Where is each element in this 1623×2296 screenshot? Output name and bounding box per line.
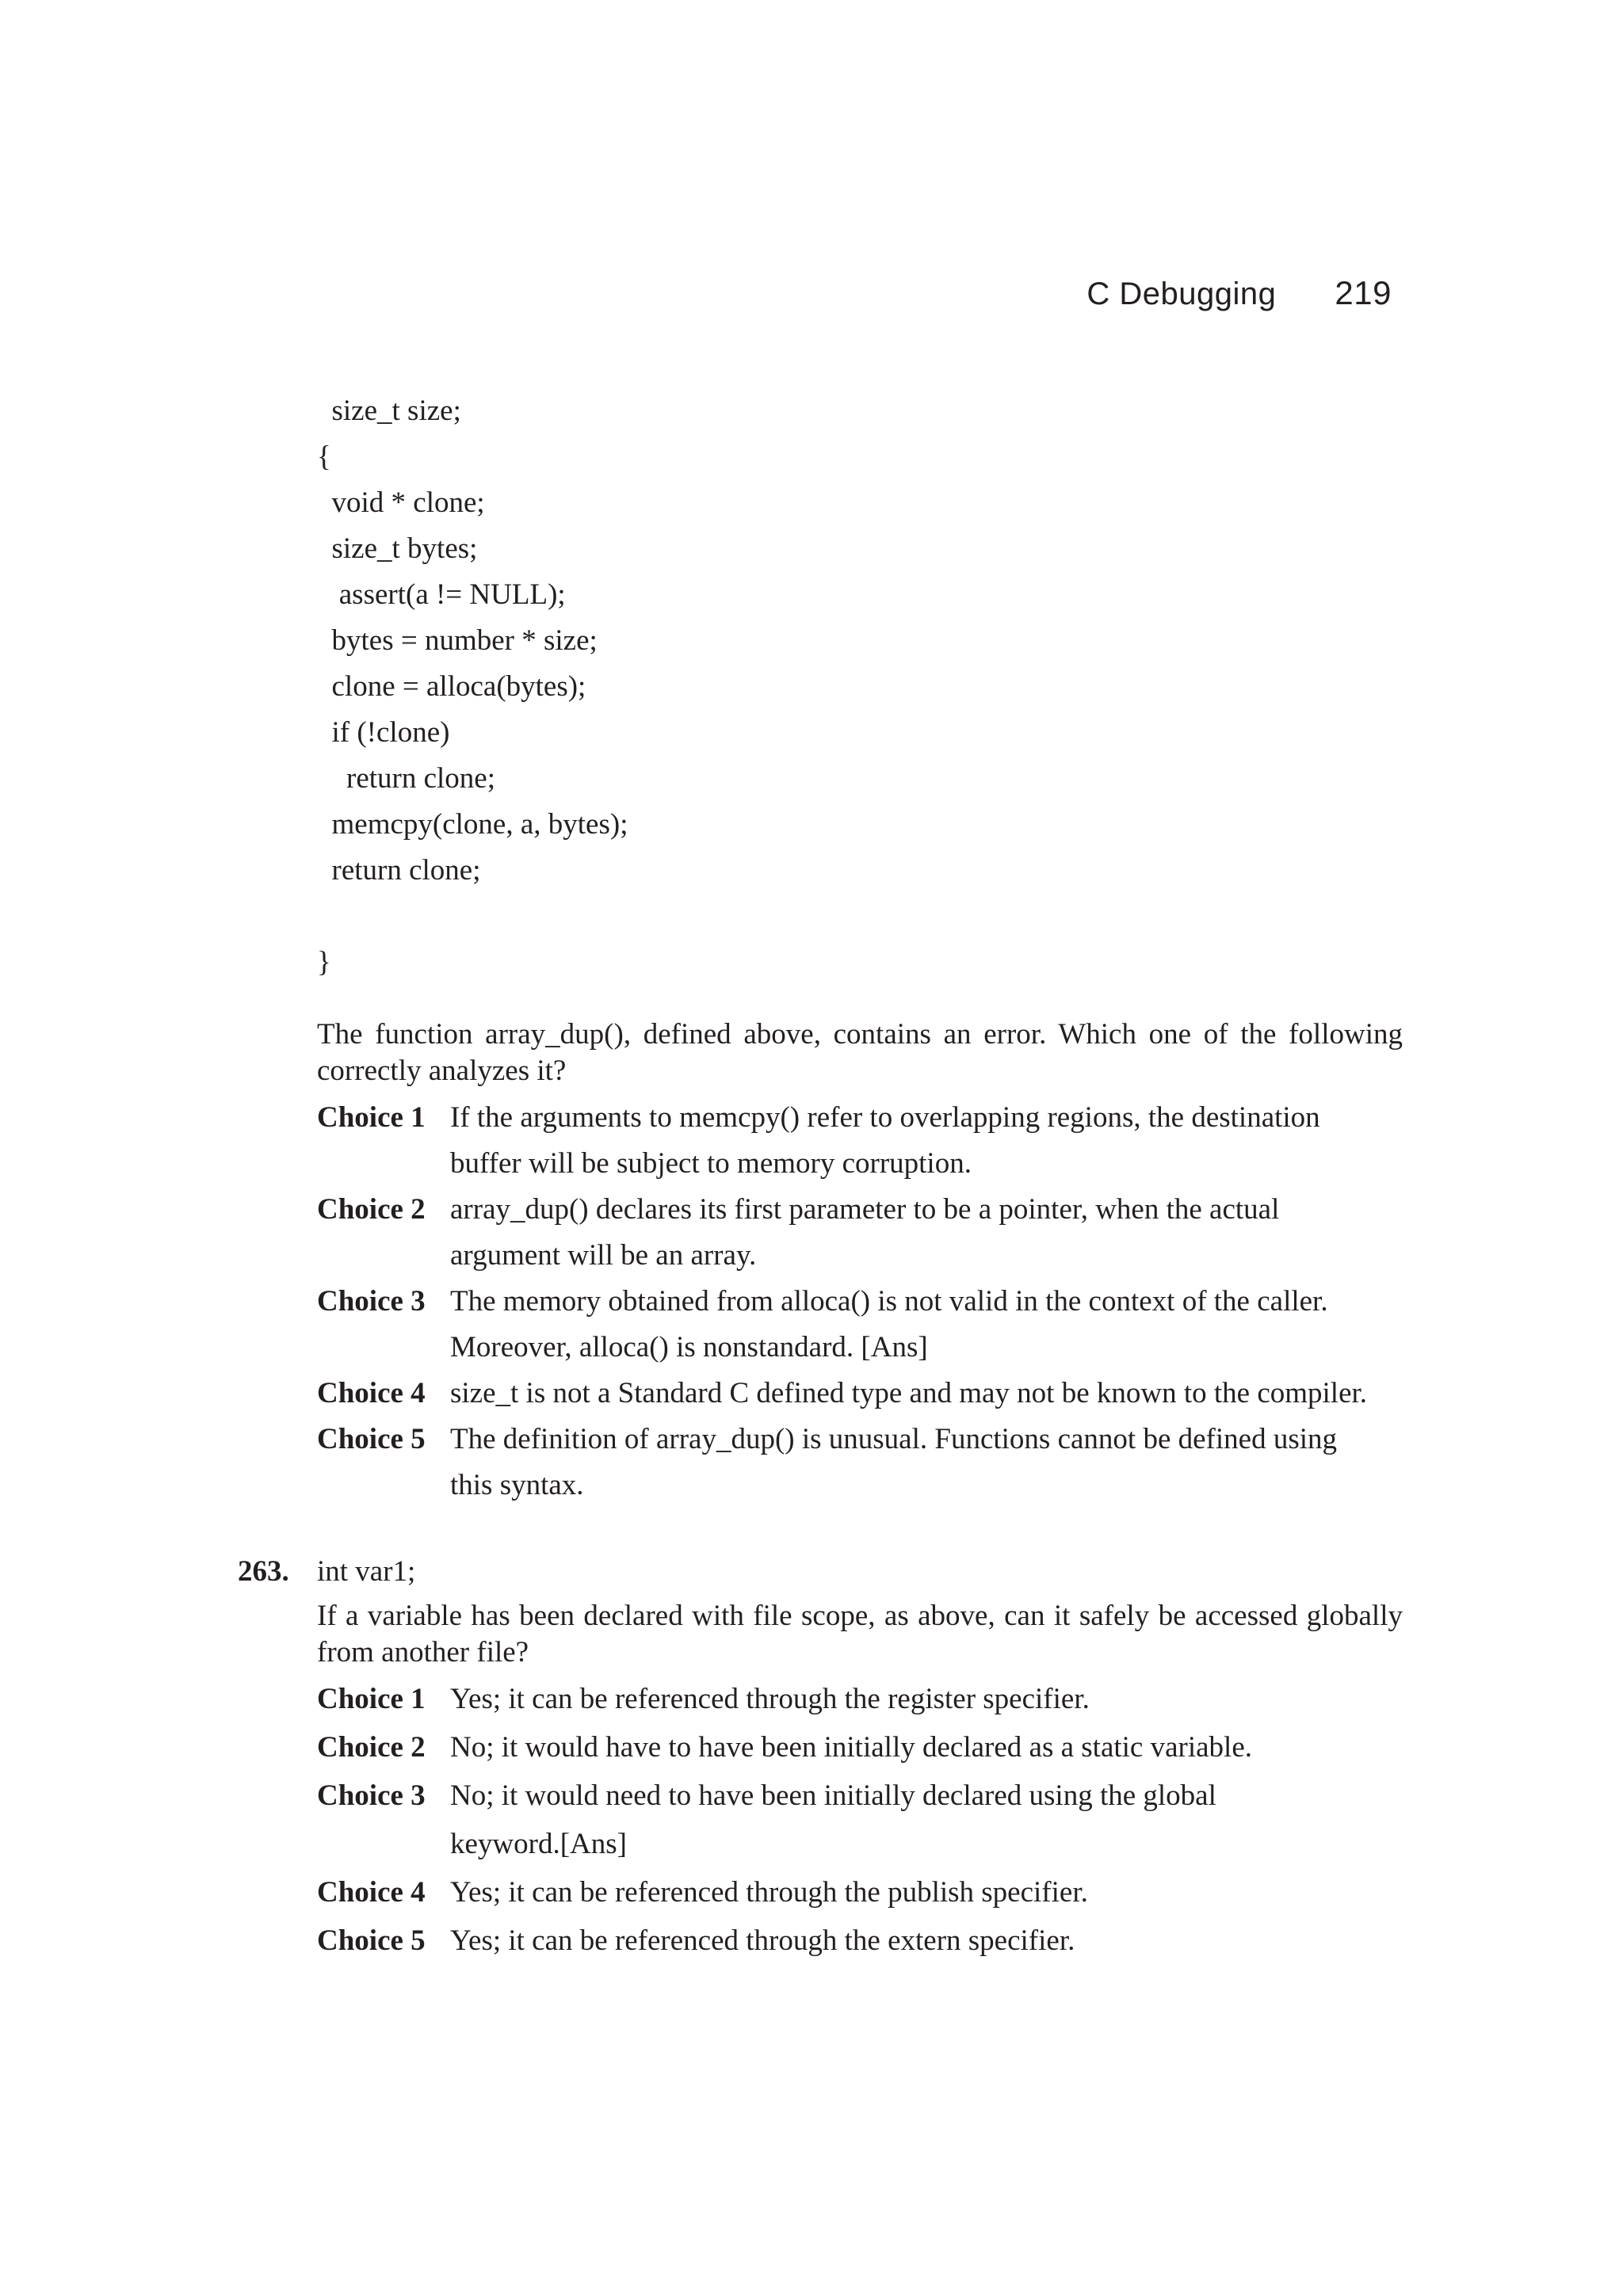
code-line: memcpy(clone, a, bytes);	[317, 808, 628, 841]
choice-item	[317, 1868, 1426, 1917]
choice-text: Yes; it can be referenced through the extern specifier.	[450, 1924, 1075, 1957]
code-line: size_t bytes;	[317, 532, 478, 565]
choice-item	[317, 1279, 1426, 1371]
choice-label: Choice 3	[317, 1779, 426, 1812]
choice-label: Choice 5	[317, 1423, 426, 1455]
code-line: return clone;	[317, 854, 481, 887]
code-line: void * clone;	[317, 486, 485, 519]
chapter-title: C Debugging	[1086, 277, 1277, 311]
choice-label: Choice 4	[317, 1876, 426, 1909]
choice-label: Choice 1	[317, 1683, 426, 1715]
code-line: bytes = number * size;	[317, 624, 598, 657]
choice-item	[317, 1417, 1426, 1508]
choice-text: The definition of array_dup() is unusual. Functions cannot be defined using this syntax.	[450, 1423, 1337, 1501]
question-262-choices	[317, 1095, 1426, 1508]
choice-label: Choice 4	[317, 1377, 426, 1409]
code-line: if (!clone)	[317, 716, 450, 749]
question-263-text: If a variable has been declared with file scope, as above, can it safely be accessed globally from another file?	[317, 1600, 1403, 1669]
question-262-text: The function array_dup(), defined above, contains an error. Which one of the following correctly analyzes it?	[317, 1018, 1403, 1087]
choice-text: array_dup() declares its first parameter to be a pointer, when the actual argument will be an array.	[450, 1193, 1280, 1272]
page-number: 219	[1335, 274, 1392, 311]
code-line	[317, 894, 628, 940]
code-line: assert(a != NULL);	[317, 578, 566, 611]
choice-label: Choice 3	[317, 1285, 426, 1318]
choice-text: The memory obtained from alloca() is not valid in the context of the caller. Moreover, alloca() is nonstandard. [Ans]	[450, 1285, 1328, 1363]
choice-label: Choice 1	[317, 1101, 426, 1134]
code-line: return clone;	[317, 762, 495, 795]
code-line: clone = alloca(bytes);	[317, 670, 586, 703]
running-head	[1086, 274, 1392, 312]
choice-item	[317, 1723, 1426, 1772]
code-line: }	[317, 946, 331, 978]
choice-item	[317, 1675, 1426, 1723]
code-line: {	[317, 441, 331, 473]
choice-item	[317, 1772, 1426, 1868]
choice-item	[317, 1371, 1426, 1417]
choice-item	[317, 1917, 1426, 1965]
choice-text: Yes; it can be referenced through the publish specifier.	[450, 1876, 1088, 1909]
question-263-code: int var1;	[317, 1555, 416, 1588]
choice-text: Yes; it can be referenced through the register specifier.	[450, 1683, 1090, 1715]
question-number: 263.	[238, 1555, 289, 1588]
choice-item	[317, 1187, 1426, 1279]
choice-label: Choice 2	[317, 1193, 426, 1226]
question-263-choices	[317, 1675, 1426, 1965]
choice-label: Choice 2	[317, 1731, 426, 1764]
choice-text: If the arguments to memcpy() refer to overlapping regions, the destination buffer will be subject to memory corruption.	[450, 1101, 1320, 1180]
choice-text: No; it would need to have been initially declared using the global keyword.[Ans]	[450, 1779, 1216, 1860]
choice-label: Choice 5	[317, 1924, 426, 1957]
code-line: size_t size;	[317, 395, 461, 427]
choice-item	[317, 1095, 1426, 1187]
choice-text: No; it would have to have been initially declared as a static variable.	[450, 1731, 1252, 1764]
code-block	[317, 388, 628, 986]
choice-text: size_t is not a Standard C defined type and may not be known to the compiler.	[450, 1377, 1368, 1409]
